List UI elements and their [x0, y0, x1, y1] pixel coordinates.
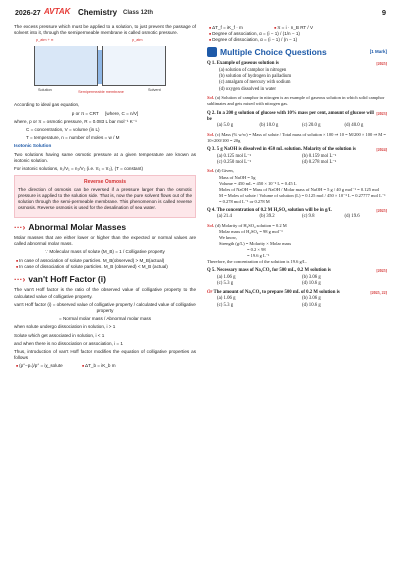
question-5-or: [2025, 22] Or The amount of Na₂CO₃ to prepare 500 mL of 0.2 M solution is (a) 1.06 g (b) 3.06 g (c) 5.3 g (d) 10.6 g — [207, 289, 387, 308]
option: (a) 1.06 g — [217, 296, 236, 302]
isotonic-formula: For isotonic solutions, n₁/V₁ = n₂/V₂ (i.e. π₁ = π₂), (T = constant) — [14, 165, 143, 171]
list-item: ■ ΔT_f = iK_f · m — [209, 25, 243, 31]
colligative-eq-list — [16, 363, 196, 369]
list-item: ■ In case of association of solute particles. M_B(observed) > M_B(actual) — [16, 258, 196, 264]
subject-title: Chemistry — [78, 8, 118, 17]
option: (a) solution of camphor in nitrogen — [219, 67, 287, 73]
osmosis-diagram — [14, 38, 196, 98]
option: (b) 3.06 g — [302, 296, 321, 302]
diagram-label-right: p_atm — [132, 38, 143, 43]
osmotic-formula: p or π = CRT [where, C = n/V] — [71, 110, 139, 116]
list-item: ■ In case of dissociation of solute particles. M_B (observed) < M_B (actual) — [16, 264, 196, 270]
mcq-icon — [207, 47, 217, 57]
option: (d) 0.278 mol L⁻¹ — [302, 159, 337, 165]
reverse-osmosis-title: Reverse Osmosis — [84, 179, 126, 186]
option: (c) 0.250 mol L⁻¹ — [217, 159, 252, 165]
class-label: Class 12th — [123, 10, 154, 16]
isotonic-title: Isotonic Solution — [14, 143, 52, 149]
solution-2: Sol. (c) Mass (% w/w) = Mass of solute / Total mass of solution × 100 ⇒ 10 = M/200 × 100 ⇒ M = 10×200/100 = 20g — [207, 131, 386, 143]
left-column — [14, 24, 196, 372]
list-item: ■ Degree of association, α = (i − 1) / (1/n − 1) — [209, 31, 387, 37]
list-item: ■ π = i · n_B RT / V — [274, 25, 313, 31]
vant-cond-3: and when there is no dissociation or association, i = 1 — [14, 340, 123, 346]
list-item: ■ Degree of dissociation, α = (i − 1) / (n − 1) — [209, 37, 387, 43]
list-item: ■ (p°−pₛ)/p° = iχ_solute — [16, 363, 63, 369]
option: (b) solution of hydrogen in palladium — [219, 73, 292, 79]
solution-4: Sol. (d) Molarity of H₂SO₄ solution = 0.2 M Molar mass of H₂SO₄ = 98 g mol⁻¹ We know, Strength (g/L) = Molarity × Molar mass = 0.2 × 98 = 19.6 g L⁻¹ Therefore, the concentration of the solution is 19.6 g/L. — [207, 222, 307, 265]
solution-beaker — [34, 46, 98, 86]
mcq-mark: [1 Mark] — [369, 49, 387, 55]
solution-3: Sol. (d) Given, Mass of NaOH = 5g Volume = 450 mL = 450 × 10⁻³ L = 0.45 L Moles of NaOH = Mass of NaOH / Molar mass of NaOH = 5 g / 40 g mol⁻¹ = 0.125 mol M = Moles of solute / Volume of solution (L) = 0.125 mol / 450 × 10⁻³ L = 0.27777 mol L⁻¹ = 0.278 mol L⁻¹ or 0.278 M — [207, 168, 386, 204]
option: (b) 3.06 g — [302, 274, 321, 280]
abnormal-text: Molar masses that are either lower or higher than the expected or normal values are called abnormal molar mass. — [14, 235, 196, 247]
reverse-osmosis-box — [14, 175, 196, 218]
option: (a) 21.4 — [217, 214, 232, 220]
osmotic-intro: The excess pressure which must be applied to a solution, to just prevent the passage of solvent into it, through the semipermeable membrane is called osmotic pressure. — [14, 24, 196, 36]
arrow-icon: ···› — [14, 221, 26, 232]
option: (d) 10.6 g — [302, 281, 321, 287]
option: (a) 5.0 g — [217, 123, 234, 129]
year-label: 2026-27 — [15, 10, 41, 17]
page-number: 9 — [381, 8, 386, 17]
vant-cond-1: when solute undergo dissociation in solution, i > 1 — [14, 324, 116, 330]
diagram-membrane-label: Semipermeable membrane — [78, 90, 124, 95]
option: (c) 9.8 — [302, 214, 315, 220]
option: (b) 39.2 — [259, 214, 275, 220]
page-header — [0, 0, 400, 20]
option: (c) 5.3 g — [217, 281, 234, 287]
vant-hoff-formula-2: = Normal molar mass / Abnormal molar mass — [58, 316, 152, 322]
arrow-icon: ···› — [14, 273, 26, 284]
option: (b) 0.159 mol L⁻¹ — [302, 153, 337, 159]
question-3: [2024] Q 3. 5 g NaOH is dissolved in 450 mL solution. Molarity of the solution is (a) 0.125 mol L⁻¹ (b) 0.159 mol L⁻¹ (c) 0.250 mol L⁻¹ (d) 0.278 mol L⁻¹ — [207, 147, 387, 165]
option: (d) 19.6 — [344, 214, 360, 220]
gas-eq-intro: According to ideal gas equation, — [14, 102, 80, 108]
abnormal-formula: ∵ Molecular mass of solute (M_B) = 1 / Colligative property — [45, 249, 165, 255]
option: (c) 5.3 g — [217, 302, 234, 308]
mcq-title: Multiple Choice Questions — [220, 46, 327, 57]
vant-hoff-title: ···› van't Hoff Factor (i) — [14, 273, 106, 284]
vant-cond-2: Solute which get associated in solution, i < 1 — [14, 332, 105, 338]
diagram-solvent-label: Solvent — [148, 88, 161, 93]
mcq-header — [207, 47, 387, 58]
option: (a) 1.06 g — [217, 274, 236, 280]
vant-hoff-text: The van't Hoff factor is the ratio of the observed value of colligative property to the calculated value of colligative property. — [14, 287, 196, 299]
option: (d) oxygen dissolved in water — [219, 86, 277, 92]
diagram-label-left: p_atm + π — [36, 38, 54, 43]
t-definition: T = temperature, n = number of moles = w / M — [26, 135, 120, 141]
option: (a) 0.125 mol L⁻¹ — [217, 153, 252, 159]
option: (d) 10.6 g — [302, 302, 321, 308]
option: (c) 20.0 g — [302, 123, 321, 129]
question-5: [2025] Q 5. Necessary mass of Na₂CO₃ for 500 mL, 0.2 M solution is (a) 1.06 g (b) 3.06 g (c) 5.3 g (d) 10.6 g — [207, 268, 387, 287]
question-2: [2023] Q 2. In a 200 g solution of glucose with 10% mass per cent, amount of glucose will be (a) 5.0 g (b) 10.0 g (c) 20.0 g (d) 40.0 g — [207, 110, 387, 129]
right-column — [207, 24, 387, 311]
question-1: [2025] Q 1. Example of gaseous solution is (a) solution of camphor in nitrogen (b) solution of hydrogen in palladium (c) amalgam of mercury with sodium (d) oxygen dissolved in water — [207, 61, 387, 92]
solvent-beaker — [102, 46, 166, 86]
list-item: ■ ΔT_b = iK_b m — [82, 363, 116, 369]
option: (c) amalgam of mercury with sodium — [219, 80, 291, 86]
option: (d) 40.0 g — [344, 123, 364, 129]
vant-hoff-formula: van't Hoff factor (i) = observed value of colligative property / calculated value of colligative property — [14, 301, 196, 313]
isotonic-text: Two solutions having same osmotic pressure at a given temperature are known as isotonic solution. — [14, 151, 196, 163]
option: (b) 10.0 g — [259, 123, 279, 129]
reverse-osmosis-text: The direction of osmosis can be reversed if a pressure larger than the osmotic pressure is applied to the solution side. That is, now the pure solvent flows out of the solution through the semi-permeable membrane. This phenomenon is called reverse osmosis. Reverse osmosis is used for the desalination of sea water. — [18, 186, 192, 211]
where-text: where, p or π = osmotic pressure, R = 0.083 L bar mol⁻¹ K⁻¹ — [14, 118, 137, 124]
abnormal-bullets — [16, 258, 196, 270]
diagram-solution-label: Solution — [38, 88, 52, 93]
solution-1: Sol. (a) Solution of camphor in nitrogen is an example of gaseous solution in which solid camphor sublimates and gets mixed with nitrogen gas. — [207, 95, 385, 107]
eq-list — [209, 25, 387, 44]
question-4: [2025] Q 4. The concentration of 0.2 M H₂SO₄ solution will be in g/L (a) 21.4 (b) 39.2 (c) 9.8 (d) 19.6 — [207, 207, 387, 220]
vant-mod: Thus, introduction of van't Hoff factor modifies the equation of colligative properties as follows — [14, 348, 196, 361]
brand-logo: AVTAK — [44, 7, 71, 16]
c-definition: C = concentration, V = volume (in L) — [26, 126, 100, 132]
abnormal-title: ···› Abnormal Molar Masses — [14, 221, 127, 232]
